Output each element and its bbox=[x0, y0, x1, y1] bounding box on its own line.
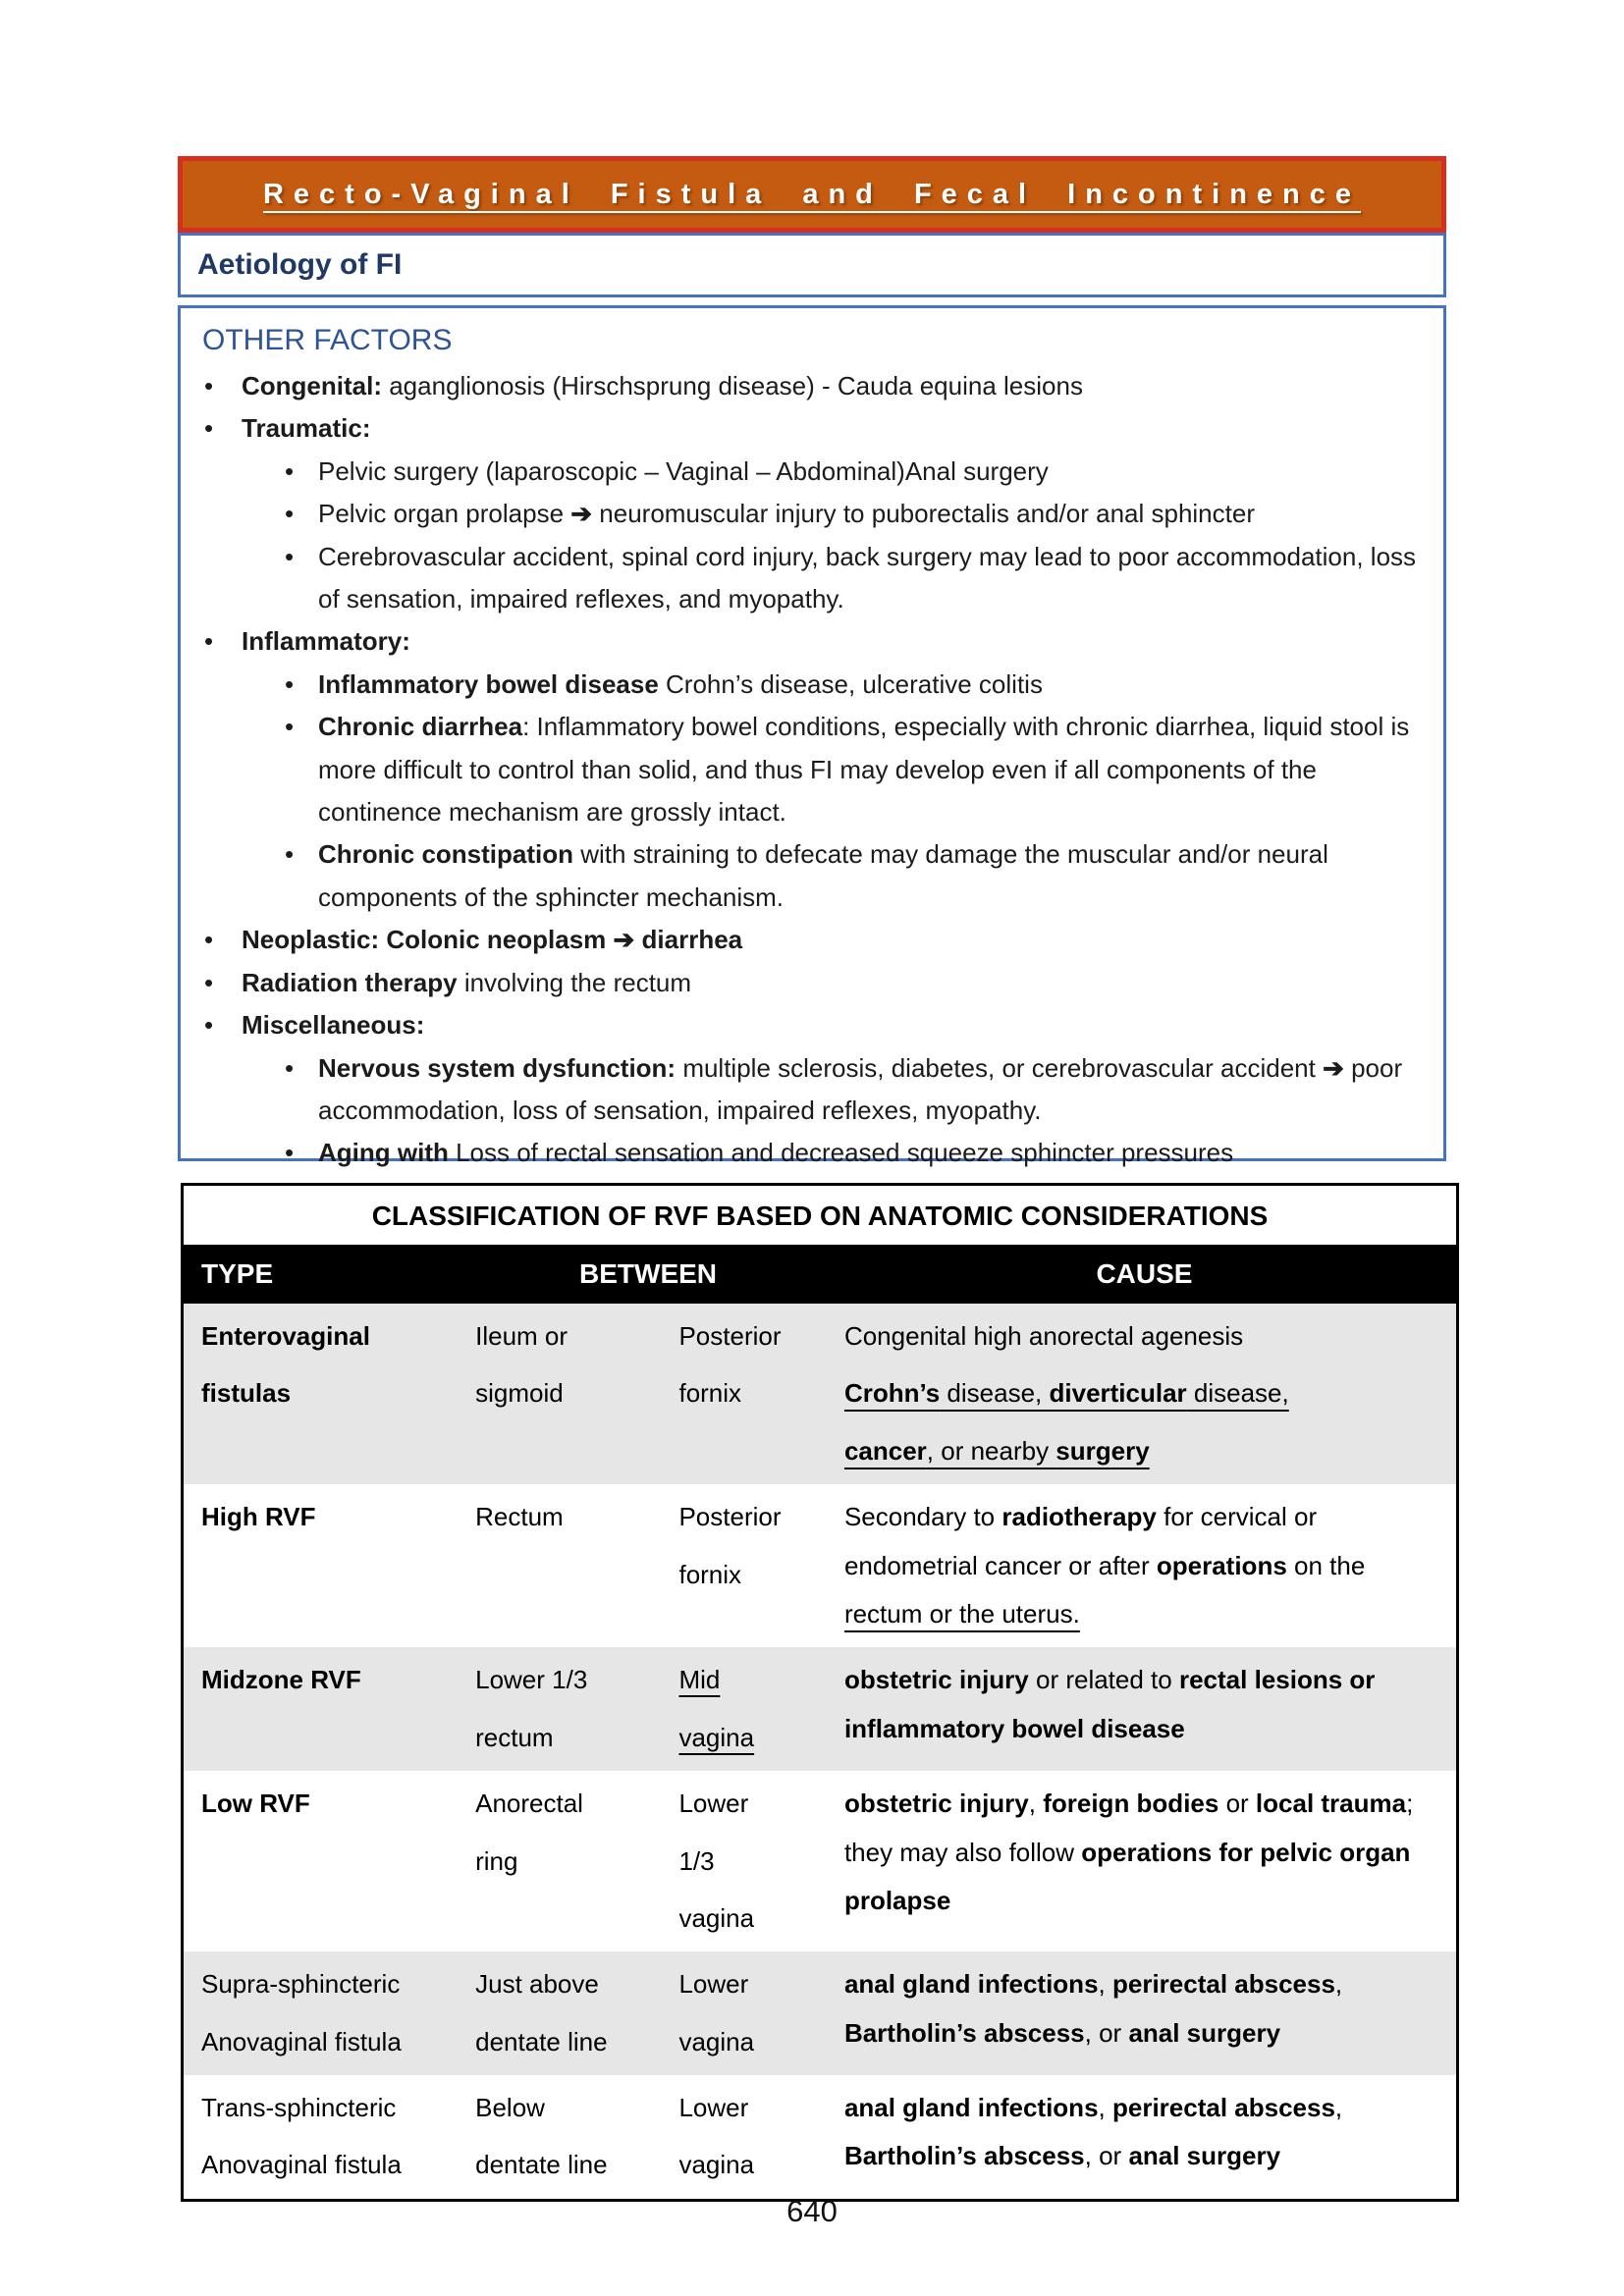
text-run: , bbox=[1098, 2093, 1112, 2123]
cell-line bbox=[844, 1656, 1444, 1753]
factor-list-item bbox=[204, 407, 1422, 450]
cell-line bbox=[844, 1369, 1444, 1417]
page-title: Recto-Vaginal Fistula and Fecal Incontinence bbox=[262, 178, 1362, 210]
table-row bbox=[184, 1484, 1456, 1647]
cell-type bbox=[184, 1771, 463, 1951]
cell-line bbox=[678, 2141, 820, 2189]
table-row bbox=[184, 1951, 1456, 2075]
text-run: Anorectal bbox=[475, 1789, 583, 1819]
cell-type bbox=[184, 1647, 463, 1771]
factor-list-item bbox=[285, 536, 1422, 621]
text-run: Lower 1/3 bbox=[475, 1665, 588, 1695]
text-run: Mid bbox=[678, 1665, 721, 1695]
cell-line bbox=[678, 1714, 820, 1762]
cell-line bbox=[201, 1369, 452, 1417]
text-run: operations bbox=[1156, 1550, 1287, 1580]
text-run: Posterior bbox=[678, 1502, 782, 1532]
other-factors-box bbox=[178, 305, 1446, 1168]
text-run: local trauma bbox=[1255, 1789, 1407, 1819]
text-run: obstetric injury bbox=[843, 1665, 1029, 1695]
cell-line bbox=[475, 1312, 655, 1361]
text-run: diverticular bbox=[1049, 1378, 1187, 1409]
factor-item-text bbox=[242, 365, 1422, 407]
cell-cause bbox=[833, 1304, 1456, 1484]
factor-item-text bbox=[318, 493, 1422, 535]
text-run: radiotherapy bbox=[1001, 1502, 1157, 1532]
text-run: Chronic constipation bbox=[318, 839, 573, 870]
text-run: with straining to defecate may damage the muscular and/or neural components of the sphincter mechanism. bbox=[318, 839, 1328, 912]
cell-line bbox=[678, 1960, 820, 2008]
table-row bbox=[184, 1771, 1456, 1951]
cell-line bbox=[678, 2018, 820, 2066]
text-run: ; they may also follow bbox=[843, 1789, 1414, 1867]
cell-line bbox=[475, 1369, 655, 1417]
right-arrow-icon: ➔ bbox=[570, 499, 593, 529]
text-run: involving the rectum bbox=[457, 967, 692, 997]
text-run: anal gland infections bbox=[843, 2093, 1099, 2123]
cell-between1 bbox=[463, 1951, 667, 2075]
text-run: neuromuscular injury to puborectalis and/or anal sphincter bbox=[592, 499, 1255, 529]
text-run: fistulas bbox=[201, 1378, 292, 1409]
text-run: diarrhea bbox=[634, 925, 743, 955]
factor-item-text bbox=[242, 407, 1422, 450]
cell-between2 bbox=[667, 1951, 832, 2075]
text-run: Congenital: bbox=[242, 371, 382, 400]
factor-list-item bbox=[204, 1004, 1422, 1046]
factor-list-item bbox=[204, 962, 1422, 1004]
cell-type bbox=[184, 1951, 463, 2075]
column-header-cause: CAUSE bbox=[833, 1245, 1456, 1304]
text-run: multiple sclerosis, diabetes, or cerebrovascular accident bbox=[676, 1052, 1324, 1083]
cell-between2 bbox=[667, 2075, 832, 2199]
table-row bbox=[184, 2075, 1456, 2199]
cell-line bbox=[201, 2084, 452, 2132]
cell-line bbox=[844, 1780, 1444, 1925]
bullet-icon: • bbox=[204, 371, 214, 400]
table-title: CLASSIFICATION OF RVF BASED ON ANATOMIC CONSIDERATIONS bbox=[184, 1186, 1456, 1245]
text-run: or bbox=[1218, 1789, 1256, 1819]
table-header-row bbox=[184, 1245, 1456, 1304]
text-run: : Inflammatory bowel conditions, especially with chronic diarrhea, liquid stool is more difficult to control than solid, and thus FI may develop even if all components of the continence mechanism are grossly intact. bbox=[318, 712, 1410, 828]
text-run: Neoplastic: Colonic neoplasm bbox=[242, 925, 614, 955]
cell-between2 bbox=[667, 1771, 832, 1951]
bullet-icon: • bbox=[285, 455, 295, 486]
right-arrow-icon: ➔ bbox=[613, 925, 635, 955]
factor-list-item bbox=[285, 664, 1422, 706]
right-arrow-icon: ➔ bbox=[1323, 1052, 1344, 1083]
text-run: , or bbox=[1084, 2017, 1129, 2048]
cell-line bbox=[475, 1960, 655, 2008]
text-run: vagina bbox=[678, 2026, 755, 2056]
text-run: Crohn’s disease, ulcerative colitis bbox=[658, 668, 1043, 699]
text-run: for cervical or endometrial cancer or after bbox=[843, 1502, 1318, 1580]
text-run: rectum or the uterus. bbox=[843, 1598, 1080, 1629]
cell-cause bbox=[833, 1771, 1456, 1951]
text-run: Traumatic: bbox=[242, 413, 371, 444]
text-run: Lower bbox=[678, 2093, 749, 2123]
cell-between2 bbox=[667, 1647, 832, 1771]
text-run: perirectal abscess bbox=[1111, 1969, 1335, 2000]
cell-between1 bbox=[463, 1771, 667, 1951]
text-run: Just above bbox=[475, 1969, 599, 2000]
cell-cause bbox=[833, 1951, 1456, 2075]
text-run: Chronic diarrhea bbox=[318, 712, 523, 742]
factor-list-item bbox=[204, 365, 1422, 407]
text-run: Low RVF bbox=[201, 1789, 310, 1819]
table-row bbox=[184, 1304, 1456, 1484]
text-run: Bartholin’s abscess bbox=[843, 2141, 1085, 2171]
factor-item-text bbox=[242, 962, 1422, 1004]
cell-line bbox=[678, 1838, 820, 1886]
bullet-icon: • bbox=[285, 839, 295, 870]
text-run: vagina bbox=[678, 1722, 755, 1752]
factor-item-text bbox=[318, 664, 1422, 706]
text-run: operations for pelvic organ prolapse bbox=[843, 1837, 1411, 1915]
text-run: surgery bbox=[1056, 1435, 1150, 1466]
column-header-between: BETWEEN bbox=[463, 1245, 833, 1304]
cell-line bbox=[201, 2018, 452, 2066]
factor-item-text bbox=[318, 1047, 1422, 1133]
cell-between1 bbox=[463, 1304, 667, 1484]
cell-line bbox=[201, 1960, 452, 2008]
classification-table bbox=[184, 1245, 1456, 2199]
factor-item-text bbox=[242, 620, 1422, 663]
cell-line bbox=[678, 1895, 820, 1943]
text-run: Posterior bbox=[678, 1321, 782, 1351]
text-run: fornix bbox=[678, 1559, 742, 1589]
text-run: , or nearby bbox=[926, 1435, 1056, 1466]
text-run: Inflammatory: bbox=[242, 626, 410, 657]
text-run: foreign bodies bbox=[1043, 1789, 1219, 1819]
factor-item-text bbox=[318, 451, 1422, 493]
text-run: perirectal abscess bbox=[1111, 2093, 1335, 2123]
factor-list-item bbox=[285, 833, 1422, 919]
text-run: , bbox=[1028, 1789, 1044, 1819]
text-run: or related to bbox=[1028, 1665, 1179, 1695]
cell-line bbox=[475, 1656, 655, 1704]
text-run: Cerebrovascular accident, spinal cord injury, back surgery may lead to poor accommodation, loss of sensation, impaired reflexes, and myopathy. bbox=[318, 541, 1417, 614]
cell-line bbox=[678, 1369, 820, 1417]
text-run: vagina bbox=[678, 2150, 755, 2180]
text-run: Congenital high anorectal agenesis bbox=[843, 1321, 1244, 1351]
cell-line bbox=[475, 1780, 655, 1828]
text-run: fornix bbox=[678, 1378, 742, 1409]
cell-line bbox=[844, 1427, 1444, 1475]
text-run: Lower bbox=[678, 1789, 749, 1819]
text-run: aganglionosis (Hirschsprung disease) - Cauda equina lesions bbox=[382, 371, 1083, 400]
text-run: Below bbox=[475, 2093, 545, 2123]
cell-between2 bbox=[667, 1484, 832, 1647]
factor-item-text bbox=[318, 833, 1422, 919]
text-run: on the bbox=[1286, 1550, 1366, 1580]
column-header-type: TYPE bbox=[184, 1245, 463, 1304]
text-run: Pelvic surgery (laparoscopic – Vaginal – Abdominal)Anal surgery bbox=[318, 455, 1049, 486]
bullet-icon: • bbox=[204, 925, 214, 955]
cell-line bbox=[678, 1551, 820, 1599]
text-run: Bartholin’s abscess bbox=[843, 2017, 1085, 2048]
factor-list-item bbox=[285, 493, 1422, 535]
text-run: cancer bbox=[843, 1435, 927, 1466]
text-run: dentate line bbox=[475, 2026, 608, 2056]
text-run: rectal lesions or inflammatory bowel disease bbox=[843, 1665, 1376, 1743]
cell-line bbox=[475, 2084, 655, 2132]
text-run: Miscellaneous: bbox=[242, 1010, 425, 1041]
text-run: Loss of rectal sensation and decreased squeeze sphincter pressures bbox=[448, 1138, 1234, 1168]
text-run: , bbox=[1334, 2093, 1343, 2123]
other-factors-heading: OTHER FACTORS bbox=[202, 324, 453, 356]
text-run: Nervous system dysfunction: bbox=[318, 1052, 677, 1083]
text-run: obstetric injury bbox=[843, 1789, 1029, 1819]
text-run: Supra-sphincteric bbox=[201, 1969, 401, 2000]
text-run: rectum bbox=[475, 1722, 554, 1752]
text-run: vagina bbox=[678, 1902, 755, 1933]
cell-line bbox=[475, 2141, 655, 2189]
cell-line bbox=[475, 2018, 655, 2066]
cell-between2 bbox=[667, 1304, 832, 1484]
cell-line bbox=[201, 1656, 452, 1704]
factor-item-text bbox=[318, 1132, 1422, 1174]
text-run: anal surgery bbox=[1128, 2141, 1281, 2171]
table-row bbox=[184, 1647, 1456, 1771]
text-run: anal gland infections bbox=[843, 1969, 1099, 2000]
bullet-icon: • bbox=[204, 626, 214, 657]
factor-list-item bbox=[285, 706, 1422, 833]
bullet-icon: • bbox=[285, 712, 295, 742]
factors-list bbox=[202, 365, 1422, 1175]
text-run: Rectum bbox=[475, 1502, 564, 1532]
factor-list-item bbox=[285, 451, 1422, 493]
text-run: ring bbox=[475, 1845, 518, 1876]
text-run: Ileum or bbox=[475, 1321, 568, 1351]
cell-line bbox=[201, 1493, 452, 1541]
bullet-icon: • bbox=[285, 541, 295, 571]
cell-cause bbox=[833, 1484, 1456, 1647]
text-run: , or bbox=[1084, 2141, 1129, 2171]
text-run: poor accommodation, loss of sensation, impaired reflexes, myopathy. bbox=[318, 1052, 1403, 1125]
page-number: 640 bbox=[786, 2194, 838, 2228]
text-run: Anovaginal fistula bbox=[201, 2150, 402, 2180]
factor-item-text bbox=[318, 536, 1422, 621]
text-run: Anovaginal fistula bbox=[201, 2026, 402, 2056]
factor-item-text bbox=[242, 919, 1422, 961]
bullet-icon: • bbox=[204, 1010, 214, 1041]
cell-line bbox=[201, 1312, 452, 1361]
factor-list-item bbox=[285, 1047, 1422, 1133]
title-banner bbox=[178, 156, 1446, 233]
cell-line bbox=[201, 2141, 452, 2189]
bullet-icon: • bbox=[285, 499, 295, 529]
text-run: , bbox=[1098, 1969, 1112, 2000]
cell-line bbox=[678, 1656, 820, 1704]
bullet-icon: • bbox=[204, 413, 214, 444]
factor-list-item bbox=[204, 620, 1422, 663]
cell-line bbox=[844, 1960, 1444, 2057]
section-header-box bbox=[178, 233, 1446, 297]
text-run: dentate line bbox=[475, 2150, 608, 2180]
cell-cause bbox=[833, 1647, 1456, 1771]
bullet-icon: • bbox=[204, 967, 214, 997]
text-run: Pelvic organ prolapse bbox=[318, 499, 571, 529]
bullet-icon: • bbox=[285, 668, 295, 699]
cell-line bbox=[678, 1312, 820, 1361]
text-run: Enterovaginal bbox=[201, 1321, 370, 1351]
text-run: Crohn’s bbox=[843, 1378, 941, 1409]
cell-line bbox=[844, 2084, 1444, 2181]
cell-line bbox=[844, 1312, 1444, 1361]
cell-line bbox=[201, 1780, 452, 1828]
text-run: Aging with bbox=[318, 1138, 449, 1168]
text-run: , bbox=[1334, 1969, 1343, 2000]
section-title: Aetiology of FI bbox=[197, 248, 403, 281]
cell-line bbox=[475, 1714, 655, 1762]
factor-list-item bbox=[204, 919, 1422, 961]
text-run: 1/3 bbox=[678, 1845, 715, 1876]
text-run: disease, bbox=[1186, 1378, 1289, 1409]
text-run: Radiation therapy bbox=[242, 967, 458, 997]
text-run: Trans-sphincteric bbox=[201, 2093, 397, 2123]
classification-table-box bbox=[181, 1183, 1459, 2202]
cell-between1 bbox=[463, 2075, 667, 2199]
cell-type bbox=[184, 1304, 463, 1484]
cell-between1 bbox=[463, 1647, 667, 1771]
text-run: disease, bbox=[940, 1378, 1050, 1409]
text-run: High RVF bbox=[201, 1502, 316, 1532]
text-run: Midzone RVF bbox=[201, 1665, 361, 1695]
cell-type bbox=[184, 2075, 463, 2199]
text-run: Secondary to bbox=[843, 1502, 1002, 1532]
bullet-icon: • bbox=[285, 1052, 295, 1083]
text-run: anal surgery bbox=[1128, 2017, 1281, 2048]
text-run: Inflammatory bowel disease bbox=[318, 668, 659, 699]
cell-line bbox=[844, 1493, 1444, 1638]
factor-item-text bbox=[318, 706, 1422, 833]
cell-line bbox=[475, 1493, 655, 1541]
cell-cause bbox=[833, 2075, 1456, 2199]
cell-between1 bbox=[463, 1484, 667, 1647]
cell-line bbox=[678, 1493, 820, 1541]
text-run: sigmoid bbox=[475, 1378, 564, 1409]
factor-list-item bbox=[285, 1132, 1422, 1174]
cell-line bbox=[678, 2084, 820, 2132]
cell-line bbox=[475, 1838, 655, 1886]
cell-type bbox=[184, 1484, 463, 1647]
text-run: Lower bbox=[678, 1969, 749, 2000]
bullet-icon: • bbox=[285, 1138, 295, 1168]
cell-line bbox=[678, 1780, 820, 1828]
factor-item-text bbox=[242, 1004, 1422, 1046]
